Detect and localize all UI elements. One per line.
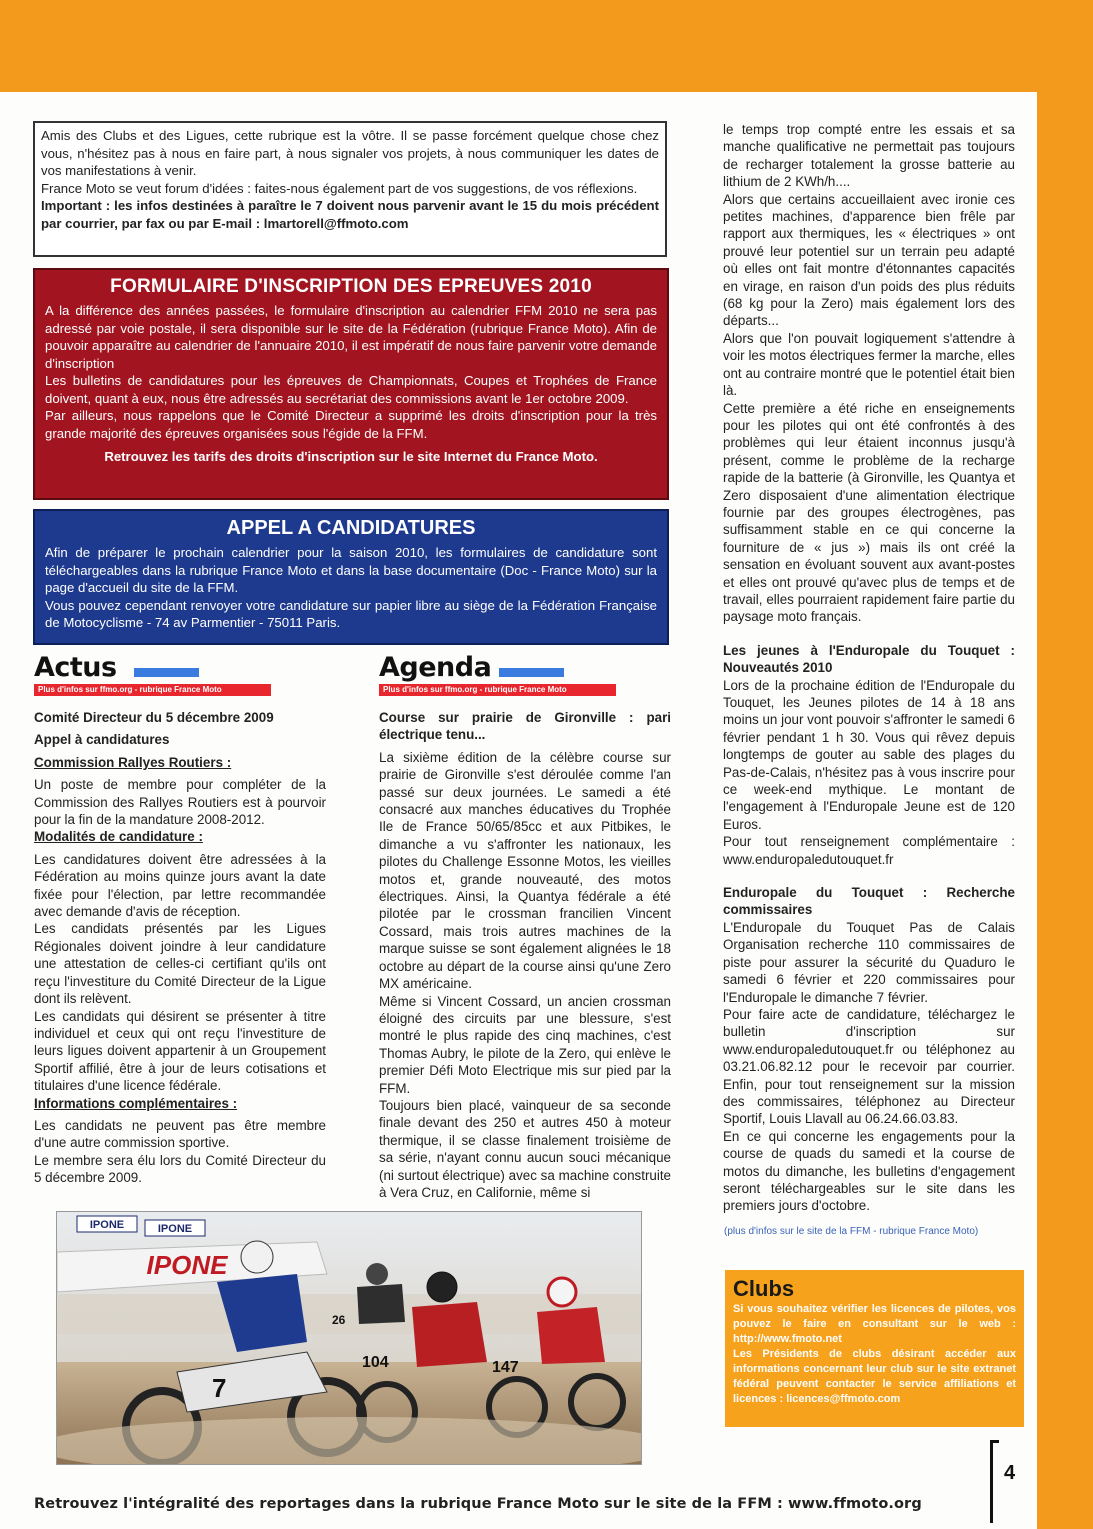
- intro-text-1: Amis des Clubs et des Ligues, cette rubrique est la vôtre. Il se passe forcément quelque chose chez vous, n'hésitez pas à nous en faire part, à nous signaler vos projets, à nous communiquer les dates de vos manifestations à venir.: [41, 128, 659, 179]
- actus-text-4: Les candidats qui désirent se présenter à titre individuel et ceux qui ont reçu l'investiture de leurs ligues doivent appartenir à un Groupement Sportif affilié, être à jour de leurs cotisations et titulaires d'une licence fédérale.: [34, 1008, 326, 1094]
- right-heading-1: Les jeunes à l'Enduropale du Touquet : Nouveautés 2010: [723, 642, 1015, 676]
- right-column: [723, 121, 1015, 1215]
- agenda-column: [379, 709, 671, 1201]
- right-text-6: Pour tout renseignement complémentaire : www.enduropaledutouquet.fr: [723, 834, 1015, 867]
- agenda-title: Agenda: [379, 652, 492, 683]
- agenda-blue-tab: [499, 668, 564, 677]
- page-number: 4: [1004, 1462, 1016, 1484]
- right-text-4: Cette première a été riche en enseignements pour les pilotes qui ont été confrontés à des problèmes qui leur étaient inconnus jusqu'à présent, comme le problème de la recharge rapide de la batterie (à Gironville, les Quantya et Zero disposaient d'une alimentation électrique fournie par des groupes électrogènes, pas suffisamment stable en ce qui concerne la fourniture de « jus ») mais ils ont créé la sensation en évoluant souvent aux avant-postes et elles ont prouvé qu'avec plus de temps et de travail, elles pourraient rapidement faire partie du paysage moto français.: [723, 400, 1015, 625]
- actus-blue-tab: [134, 668, 199, 677]
- intro-important: Important : les infos destinées à paraître le 7 doivent nous parvenir avant le 15 du mois précédent par courrier, par fax ou par E-mail : lmartorell@ffmoto.com: [41, 198, 659, 231]
- photo-banner-1: IPONE: [89, 1219, 125, 1231]
- right-text-7: L'Enduropale du Touquet Pas de Calais Organisation recherche 110 commissaires de piste pour assurer la sécurité du Quaduro le samedi 6 février et 220 commissaires pour l'Enduropale le dimanche 7 février.: [723, 919, 1015, 1005]
- formulaire-text-3: Par ailleurs, nous rappelons que le Comité Directeur a supprimé les droits d'inscription pour la très grande majorité des épreuves organisées sous l'égide de la FFM.: [45, 408, 657, 441]
- right-more-info-note: (plus d'infos sur le site de la FFM - rubrique France Moto): [724, 1226, 979, 1237]
- right-text-1: le temps trop compté entre les essais et sa manche qualificative ne permettait pas toujours de recharger totalement la grosse batterie au lithium de 2 KWh/h....: [723, 122, 1015, 190]
- photo-plate-2: 104: [362, 1354, 389, 1371]
- agenda-heading-1: Course sur prairie de Gironville : pari électrique tenu...: [379, 710, 671, 743]
- right-text-2: Alors que certains accueillaient avec ironie ces petites machines, d'apparence bien frêle par rapport aux thermiques, les « électriques » ont prouvé leur potentiel sur un terrain peu adapté où elles ont fait montre d'étonnantes capacités en virage, en raison d'un poids des plus réduits (68 kg pour la Zero) mais également lors des départs...: [723, 191, 1015, 329]
- actus-text-3: Les candidats présentés par les Ligues Régionales doivent joindre à leur candidature une attestation de celles-ci certifiant qu'ils ont reçu l'investiture du Comité Directeur de la Ligue dont ils relèvent.: [34, 921, 326, 1007]
- photo-banner-2: IPONE: [157, 1223, 193, 1235]
- right-text-8: Pour faire acte de candidature, téléchargez le bulletin d'inscription sur www.enduropaledutouquet.fr ou téléphonez au 03.21.06.82.12 pour le recevoir par courrier. Enfin, pour tout renseignement sur la mission des commissaires, téléphonez au Directeur Sportif, Louis Llavall au 06.24.66.03.83.: [723, 1006, 1015, 1127]
- page-number-bracket: [990, 1440, 999, 1523]
- intro-text-2: France Moto se veut forum d'idées : faites-nous également part de vos suggestions, de vos réflexions.: [41, 180, 638, 196]
- agenda-text-2: Même si Vincent Cossard, un ancien crossman éloigné des circuits par une blessure, s'est montré le plus rapide des cinq machines, c'est Thomas Aubry, le pilote de la Zero, qui enlève le premier Défi Moto Electrique mis sur pied par la FFM.: [379, 993, 671, 1096]
- appel-text-1: Afin de préparer le prochain calendrier pour la saison 2010, les formulaires de candidature sont téléchargeables dans la rubrique France Moto et dans la base documentaire (Doc - France Moto) sur la page d'accueil du site de la FFM.: [45, 545, 657, 595]
- right-text-3: Alors que l'on pouvait logiquement s'attendre à voir les motos électriques fermer la marche, elles ont au contraire montré que le potentiel était bien là.: [723, 330, 1015, 399]
- agenda-text-3: Toujours bien placé, vainqueur de sa seconde finale devant des 250 et autres 450 à moteur thermique, il se classe finalement troisième de sa série, n'ayant connu aucun souci mécanique (ni surtout électrique) avec sa machine construite à Vera Cruz, en Californie, même si: [379, 1097, 671, 1200]
- right-heading-2: Enduropale du Touquet : Recherche commissaires: [723, 885, 1015, 918]
- formulaire-title: FORMULAIRE D'INSCRIPTION DES EPREUVES 2010: [110, 276, 592, 297]
- photo-plate-3: 147: [492, 1359, 519, 1376]
- photo-plate-1: 7: [212, 1373, 227, 1403]
- right-text-9: En ce qui concerne les engagements pour la course de quads du samedi et la course de motos du dimanche, les bulletins d'engagement seront téléchargeables sur le site dans les premiers jours d'octobre.: [723, 1128, 1015, 1214]
- actus-info-strip: Plus d'infos sur ffmo.org - rubrique France Moto: [34, 684, 271, 696]
- photo-big-banner: IPONE: [146, 1250, 228, 1280]
- appel-text-2: Vous pouvez cependant renvoyer votre candidature sur papier libre au siège de la Fédération Française de Motocyclisme - 74 av Parmentier - 75011 Paris.: [45, 597, 657, 630]
- actus-text-6: Le membre sera élu lors du Comité Directeur du 5 décembre 2009.: [34, 1152, 326, 1186]
- right-orange-band: [1037, 0, 1093, 1529]
- formulaire-box: [33, 268, 669, 500]
- formulaire-footer: Retrouvez les tarifs des droits d'inscription sur le site Internet du France Moto.: [104, 449, 598, 464]
- actus-heading-1: Comité Directeur du 5 décembre 2009: [34, 710, 274, 725]
- actus-text-5: Les candidats ne peuvent pas être membre d'une autre commission sportive.: [34, 1117, 326, 1151]
- clubs-title: Clubs: [733, 1276, 795, 1301]
- intro-box: [33, 121, 667, 257]
- actus-subheading-2: Modalités de candidature :: [34, 829, 203, 845]
- page-footer: Retrouvez l'intégralité des reportages dans la rubrique France Moto sur le site de la FFM : www.ffmoto.org: [34, 1496, 922, 1512]
- motocross-photo-illustration: [57, 1212, 641, 1464]
- clubs-text-2: Les Présidents de clubs désirant accéder aux informations concernant leur club sur le site extranet fédéral peuvent contacter le service affiliations et licences : licences@ffmoto.com: [733, 1348, 1016, 1405]
- actus-text-2: Les candidatures doivent être adressées à la Fédération au moins quinze jours avant la date fixée pour l'élection, par lettre recommandée avec demande d'avis de réception.: [34, 851, 326, 920]
- actus-subheading-1: Commission Rallyes Routiers :: [34, 754, 232, 770]
- top-orange-band: [0, 0, 1093, 92]
- motocross-photo: [56, 1211, 642, 1465]
- formulaire-text-1: A la différence des années passées, le formulaire d'inscription au calendrier FFM 2010 ne sera pas adressé par voie postale, il sera disponible sur le site de la Fédération (rubrique France Moto). Afin de pouvoir apparaître au calendrier de l'annuaire 2010, il est impératif de nous faire parvenir votre demande d'inscription: [45, 303, 657, 371]
- actus-heading-2: Appel à candidatures: [34, 732, 170, 748]
- appel-title: APPEL A CANDIDATURES: [226, 517, 476, 539]
- agenda-text-1: La sixième édition de la célèbre course sur prairie de Gironville s'est déroulée comme l'an passé sur deux journées. Le samedi a été consacré aux manches éducatives du Trophée Ile de France 50/65/85cc et aux Pitbikes, le dimanche a vu s'affronter les nationaux, les pilotes du Challenge Essonne Motos, les vieilles motos et, grande nouveauté, des motos électriques. Ainsi, la Quantya fédérale a été pilotée par le crossman francilien Vincent Cossard, mais trois autres machines de la marque suisse se sont également alignées le 18 octobre au départ de la course ainsi qu'une Zero MX américaine.: [379, 749, 671, 992]
- appel-box: [33, 509, 669, 645]
- agenda-info-strip: Plus d'infos sur ffmo.org - rubrique France Moto: [379, 684, 616, 696]
- photo-plate-4: 26: [332, 1313, 346, 1327]
- formulaire-text-2: Les bulletins de candidatures pour les épreuves de Championnats, Coupes et Trophées de France doivent, quant à eux, nous être adressés au secrétariat des commissions avant le 1er octobre 2009.: [45, 373, 657, 406]
- actus-text-1: Un poste de membre pour compléter de la Commission des Rallyes Routiers est à pourvoir pour la fin de la mandature 2008-2012.: [34, 777, 326, 828]
- actus-title: Actus: [34, 652, 117, 683]
- actus-subheading-3: Informations complémentaires :: [34, 1095, 238, 1111]
- right-text-5: Lors de la prochaine édition de l'Enduropale du Touquet, les Jeunes pilotes de 14 à 18 ans moins un jour vont pouvoir s'affronter le samedi 6 février pendant 1 h 30. Vous qui rêvez depuis longtemps de gouter au sable des plages du Pas-de-Calais, n'hésitez pas à vous inscrire pour ce week-end mythique. Le montant de l'engagement à l'Enduropale Jeune est de 120 Euros.: [723, 677, 1015, 832]
- actus-column: [34, 709, 326, 1187]
- clubs-box: [725, 1270, 1024, 1427]
- clubs-text-1: Si vous souhaitez vérifier les licences de pilotes, vos pouvez le faire en consultant sur le web : http://www.fmoto.net: [733, 1303, 1016, 1345]
